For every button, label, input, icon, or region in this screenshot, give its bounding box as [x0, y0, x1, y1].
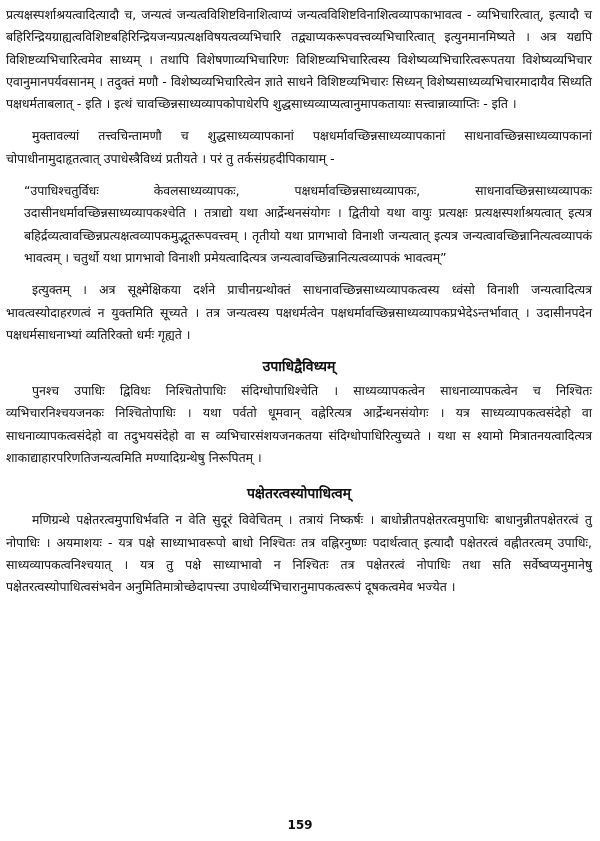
paragraph-punas: पुनश्च उपाधिः द्विविधः निश्चितोपाधिः संदिग्धोपाधिश्चेति । साध्यव्यापकत्वेन साधनाव्यापकत्वेन च निश्चितः व्यभिचारनिश्चयजनकः निश्चितोपाधिः । यथा पर्वतो धूमवान् वह्नेरित्यत्र आर्द्रेन्धनसंयोगः । यत्र साध्यव्यापकत्वसंदेहो वा साधनाव्यापकत्वसंदेहो वा तदुभयसंदेहो वा स व्यभिचारसंशयजनकतया संदिग्धोपाधिरित्युच्यते । यथा स श्यामो मित्रातनयत्वादित्यत्र शाकाद्याहारपरिणतिजन्यत्वमिति मण्यादिग्रन्थेषु निरूपितम् ।: [6, 383, 592, 466]
paragraph-vyabhicara: प्रत्यक्षस्पर्शाश्रयत्वादित्यादौ च, जन्यत्वं जन्यत्वविशिष्टविनाशित्वाप्यं जन्यत्वविशिष्टविनाशित्वव्यापकाभावत्व - व्यभिचारित्वात्, इत्यादौ च बहिरिन्द्रियग्राह्यत्वविशिष्टबहिरिन्द्रियजन्यप्रत्यक्षविषयत्वव्यभिचारि तद्व्याप्यकरूपवत्त्वव्यभिचारित्वात् इत्युनमानमिष्यते । अत्र यद्यपि विशिष्टव्यभिचारित्वमेव साध्यम् । तथापि विशेषणाव्यभिचारिणः विशिष्टव्यभिचारित्वस्य विशेष्यव्यभिचारित्वरूपतया विशेष्यव्यभिचार एवानुमानपर्यवसानम् । तदुक्तं मणौ - विशेष्यव्यभिचारित्वेन ज्ञाते साधने विशिष्टव्यभिचारः सिध्यन् विशेष्यसाध्यव्यभिचारमादायैव सिध्यति पक्षधर्मताबलात् - इति । इत्थं चावच्छिन्नसाध्यव्यापकोपाधेरपि शुद्धसाध्यव्याप्यत्वानुमापकतायाः सत्त्वान्नाव्याप्तिः - इति ।: [6, 7, 592, 112]
block-quote-dipika: “उपाधिश्चतुर्विधः केवलसाध्यव्यापकः, पक्षधर्मावच्छिन्नसाध्यव्यापकः, साधनावच्छिन्नसाध्यव्यापकः उदासीनधर्मावच्छिन्नसाध्यव्यापकश्चेति । तत्राद्यो यथा आर्द्रेन्धनसंयोगः । द्वितीयो यथा वायुः प्रत्यक्षः प्रत्यक्षस्पर्शाश्रयत्वात् इत्यत्र बहिर्द्रव्यत्वावच्छिन्नप्रत्यक्षत्वव्यापकमुद्भूतरूपवत्त्वम् । तृतीयो यथा प्रागभावो विनाशी जन्यत्वात् इत्यत्र जन्यत्वावच्छिन्नानित्यत्वव्यापकं भावत्वम् । चतुर्थो यथा प्रागभावो विनाशी प्रमेयत्वादित्यत्र जन्यत्वावच्छिन्नानित्यत्वव्यापकं भावत्वम्”: [24, 183, 592, 265]
page-number: 159: [287, 818, 313, 832]
paragraph-manigranthe: मणिग्रन्थे पक्षेतरत्वमुपाधिर्भवति न वेति सुदूरं विवेचितम् । तत्रायं निष्कर्षः । बाधोन्नीतपक्षेतरत्वमुपाधिः बाधानुन्नीतपक्षेतरत्वं तु नोपाधिः । अयमाशयः - यत्र पक्षे साध्याभावरूपो बाधो निश्चितः तत्र वह्निरनुष्णः पदार्थत्वात् इत्यादौ पक्षेतरत्वं वह्नीतरत्वम् उपाधिः, साध्यव्यापकत्वनिश्चयात् । यत्र तु पक्षे साध्याभावो न निश्चितः तत्र पक्षेतरत्वं नोपाधिः तथा सति सर्वेष्वप्यनुमानेषु पक्षेतरत्वस्योपाधित्वसंभवेन अनुमितिमात्रोच्छेदापत्त्या उपाधेर्व्यभिचारानुमापकत्वरूपं दूषकत्वमेव भज्येत ।: [6, 512, 592, 595]
section-heading-paksha-itaratva: पक्षेतरत्वस्योपाधित्वम्: [246, 486, 352, 503]
paragraph-ityuktam: इत्युक्तम् । अत्र सूक्ष्मेक्षिकया दर्शने प्राचीनग्रन्थोक्तं साधनावच्छिन्नसाध्यव्यापकत्वस्य ध्वंसो विनाशी जन्यत्वादित्यत्र भावत्वस्योदाहरणत्वं न युक्तमिति सूच्यते । तत्र जन्यत्वस्य पक्षधर्मत्वेन पक्षधर्मावच्छिन्नसाध्यव्यापकप्रभेदेऽन्तर्भावात् । उदासीनपदेन पक्षधर्मसाधनाभ्यां व्यतिरिक्तो धर्मः गृह्यते ।: [6, 282, 592, 342]
paragraph-muktavali: मुक्तावल्यां तत्त्वचिन्तामणौ च शुद्धसाध्यव्यापकानां पक्षधर्मावच्छिन्नसाध्यव्यापकानां साधनावच्छिन्नसाध्यव्यापकानां चोपाधीनामुदाहृतत्वात् उपाधेस्त्रैविध्यं प्रतीयते । परं तु तर्कसंग्रहदीपिकायाम् -: [6, 128, 592, 166]
section-heading-upadhi-dvaividhyam: उपाधिद्वैविध्यम्: [262, 359, 336, 376]
